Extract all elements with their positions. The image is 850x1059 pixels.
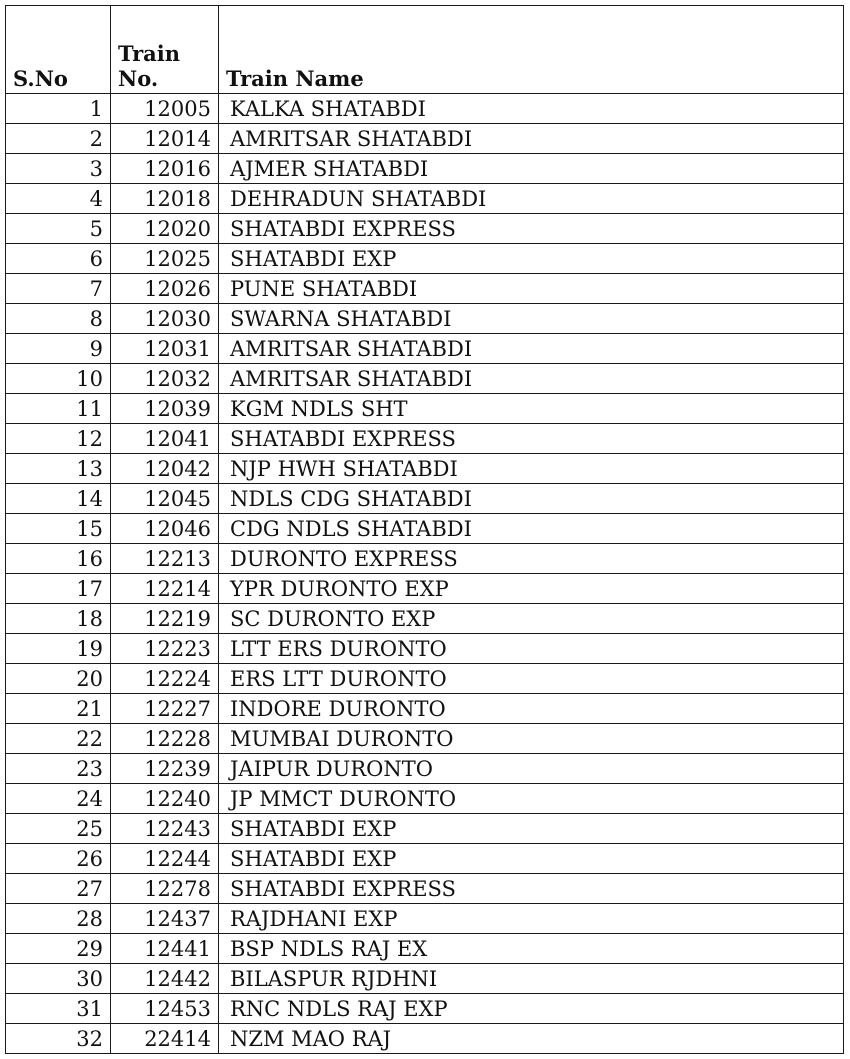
cell-sno: 12 <box>6 424 111 454</box>
cell-train-no: 22414 <box>111 1024 219 1054</box>
cell-train-no: 12031 <box>111 334 219 364</box>
cell-train-name: BILASPUR RJDHNI <box>219 964 844 994</box>
cell-sno: 16 <box>6 544 111 574</box>
cell-train-name: DURONTO EXPRESS <box>219 544 844 574</box>
cell-train-no: 12014 <box>111 124 219 154</box>
cell-sno: 13 <box>6 454 111 484</box>
cell-sno: 5 <box>6 214 111 244</box>
table-row <box>6 664 844 694</box>
header-sno: S.No <box>6 6 111 94</box>
table-row <box>6 904 844 934</box>
cell-sno: 18 <box>6 604 111 634</box>
table-row <box>6 454 844 484</box>
table-row <box>6 754 844 784</box>
cell-train-no: 12032 <box>111 364 219 394</box>
cell-train-name: SHATABDI EXP <box>219 844 844 874</box>
cell-sno: 15 <box>6 514 111 544</box>
cell-sno: 7 <box>6 274 111 304</box>
header-train-no: Train No. <box>111 6 219 94</box>
cell-train-no: 12228 <box>111 724 219 754</box>
table-row <box>6 934 844 964</box>
cell-train-name: CDG NDLS SHATABDI <box>219 514 844 544</box>
cell-train-no: 12437 <box>111 904 219 934</box>
cell-sno: 30 <box>6 964 111 994</box>
cell-train-name: RAJDHANI EXP <box>219 904 844 934</box>
cell-train-no: 12453 <box>111 994 219 1024</box>
cell-train-name: LTT ERS DURONTO <box>219 634 844 664</box>
cell-train-no: 12219 <box>111 604 219 634</box>
cell-sno: 27 <box>6 874 111 904</box>
cell-sno: 9 <box>6 334 111 364</box>
cell-sno: 2 <box>6 124 111 154</box>
cell-train-no: 12026 <box>111 274 219 304</box>
table-row <box>6 124 844 154</box>
table-body <box>6 94 844 1054</box>
cell-train-no: 12227 <box>111 694 219 724</box>
table-row <box>6 604 844 634</box>
table-row <box>6 784 844 814</box>
cell-train-name: KGM NDLS SHT <box>219 394 844 424</box>
cell-train-name: SHATABDI EXPRESS <box>219 424 844 454</box>
cell-sno: 23 <box>6 754 111 784</box>
cell-sno: 28 <box>6 904 111 934</box>
cell-sno: 10 <box>6 364 111 394</box>
cell-sno: 4 <box>6 184 111 214</box>
cell-train-no: 12441 <box>111 934 219 964</box>
header-train-name: Train Name <box>219 6 844 94</box>
cell-train-name: NZM MAO RAJ <box>219 1024 844 1054</box>
cell-train-no: 12278 <box>111 874 219 904</box>
cell-train-name: DEHRADUN SHATABDI <box>219 184 844 214</box>
table-row <box>6 94 844 124</box>
table-row <box>6 544 844 574</box>
table-row <box>6 814 844 844</box>
cell-train-name: SHATABDI EXP <box>219 814 844 844</box>
table-row <box>6 994 844 1024</box>
cell-train-name: SWARNA SHATABDI <box>219 304 844 334</box>
cell-sno: 26 <box>6 844 111 874</box>
cell-train-name: RNC NDLS RAJ EXP <box>219 994 844 1024</box>
table-row <box>6 694 844 724</box>
cell-train-name: ERS LTT DURONTO <box>219 664 844 694</box>
cell-sno: 29 <box>6 934 111 964</box>
table-row <box>6 214 844 244</box>
cell-train-no: 12041 <box>111 424 219 454</box>
table-row <box>6 574 844 604</box>
cell-train-no: 12240 <box>111 784 219 814</box>
cell-train-name: BSP NDLS RAJ EX <box>219 934 844 964</box>
cell-train-name: JP MMCT DURONTO <box>219 784 844 814</box>
table-row <box>6 634 844 664</box>
table-row <box>6 424 844 454</box>
cell-train-no: 12244 <box>111 844 219 874</box>
table-row <box>6 724 844 754</box>
cell-train-name: AMRITSAR SHATABDI <box>219 334 844 364</box>
cell-train-name: NJP HWH SHATABDI <box>219 454 844 484</box>
cell-train-no: 12224 <box>111 664 219 694</box>
cell-sno: 32 <box>6 1024 111 1054</box>
cell-train-name: AJMER SHATABDI <box>219 154 844 184</box>
cell-train-no: 12025 <box>111 244 219 274</box>
cell-train-name: AMRITSAR SHATABDI <box>219 364 844 394</box>
table-row <box>6 964 844 994</box>
cell-train-name: NDLS CDG SHATABDI <box>219 484 844 514</box>
table-row <box>6 364 844 394</box>
table-row <box>6 184 844 214</box>
table-row <box>6 154 844 184</box>
cell-train-no: 12243 <box>111 814 219 844</box>
table-row <box>6 334 844 364</box>
cell-train-no: 12214 <box>111 574 219 604</box>
cell-train-name: MUMBAI DURONTO <box>219 724 844 754</box>
cell-sno: 21 <box>6 694 111 724</box>
table-row <box>6 514 844 544</box>
cell-train-no: 12018 <box>111 184 219 214</box>
cell-train-name: SHATABDI EXPRESS <box>219 214 844 244</box>
cell-sno: 14 <box>6 484 111 514</box>
cell-train-name: AMRITSAR SHATABDI <box>219 124 844 154</box>
cell-train-no: 12046 <box>111 514 219 544</box>
cell-sno: 3 <box>6 154 111 184</box>
table-row <box>6 274 844 304</box>
cell-sno: 1 <box>6 94 111 124</box>
train-list-table <box>5 5 844 1054</box>
cell-sno: 6 <box>6 244 111 274</box>
cell-train-name: INDORE DURONTO <box>219 694 844 724</box>
cell-train-no: 12005 <box>111 94 219 124</box>
cell-train-no: 12020 <box>111 214 219 244</box>
cell-train-name: SC DURONTO EXP <box>219 604 844 634</box>
cell-train-no: 12042 <box>111 454 219 484</box>
table-row <box>6 844 844 874</box>
table-row <box>6 244 844 274</box>
cell-sno: 22 <box>6 724 111 754</box>
cell-train-no: 12039 <box>111 394 219 424</box>
cell-sno: 8 <box>6 304 111 334</box>
cell-train-no: 12030 <box>111 304 219 334</box>
cell-sno: 24 <box>6 784 111 814</box>
table-row <box>6 1024 844 1054</box>
cell-sno: 25 <box>6 814 111 844</box>
cell-train-name: KALKA SHATABDI <box>219 94 844 124</box>
cell-train-no: 12442 <box>111 964 219 994</box>
cell-sno: 19 <box>6 634 111 664</box>
table-row <box>6 394 844 424</box>
cell-train-no: 12223 <box>111 634 219 664</box>
cell-train-name: JAIPUR DURONTO <box>219 754 844 784</box>
cell-sno: 31 <box>6 994 111 1024</box>
cell-sno: 20 <box>6 664 111 694</box>
cell-train-name: SHATABDI EXPRESS <box>219 874 844 904</box>
table-header <box>6 6 844 94</box>
cell-train-no: 12016 <box>111 154 219 184</box>
cell-train-no: 12213 <box>111 544 219 574</box>
cell-train-no: 12045 <box>111 484 219 514</box>
cell-sno: 11 <box>6 394 111 424</box>
cell-train-no: 12239 <box>111 754 219 784</box>
header-row <box>6 6 844 94</box>
cell-train-name: PUNE SHATABDI <box>219 274 844 304</box>
cell-train-name: YPR DURONTO EXP <box>219 574 844 604</box>
cell-sno: 17 <box>6 574 111 604</box>
table-row <box>6 304 844 334</box>
cell-train-name: SHATABDI EXP <box>219 244 844 274</box>
table-row <box>6 484 844 514</box>
table-row <box>6 874 844 904</box>
